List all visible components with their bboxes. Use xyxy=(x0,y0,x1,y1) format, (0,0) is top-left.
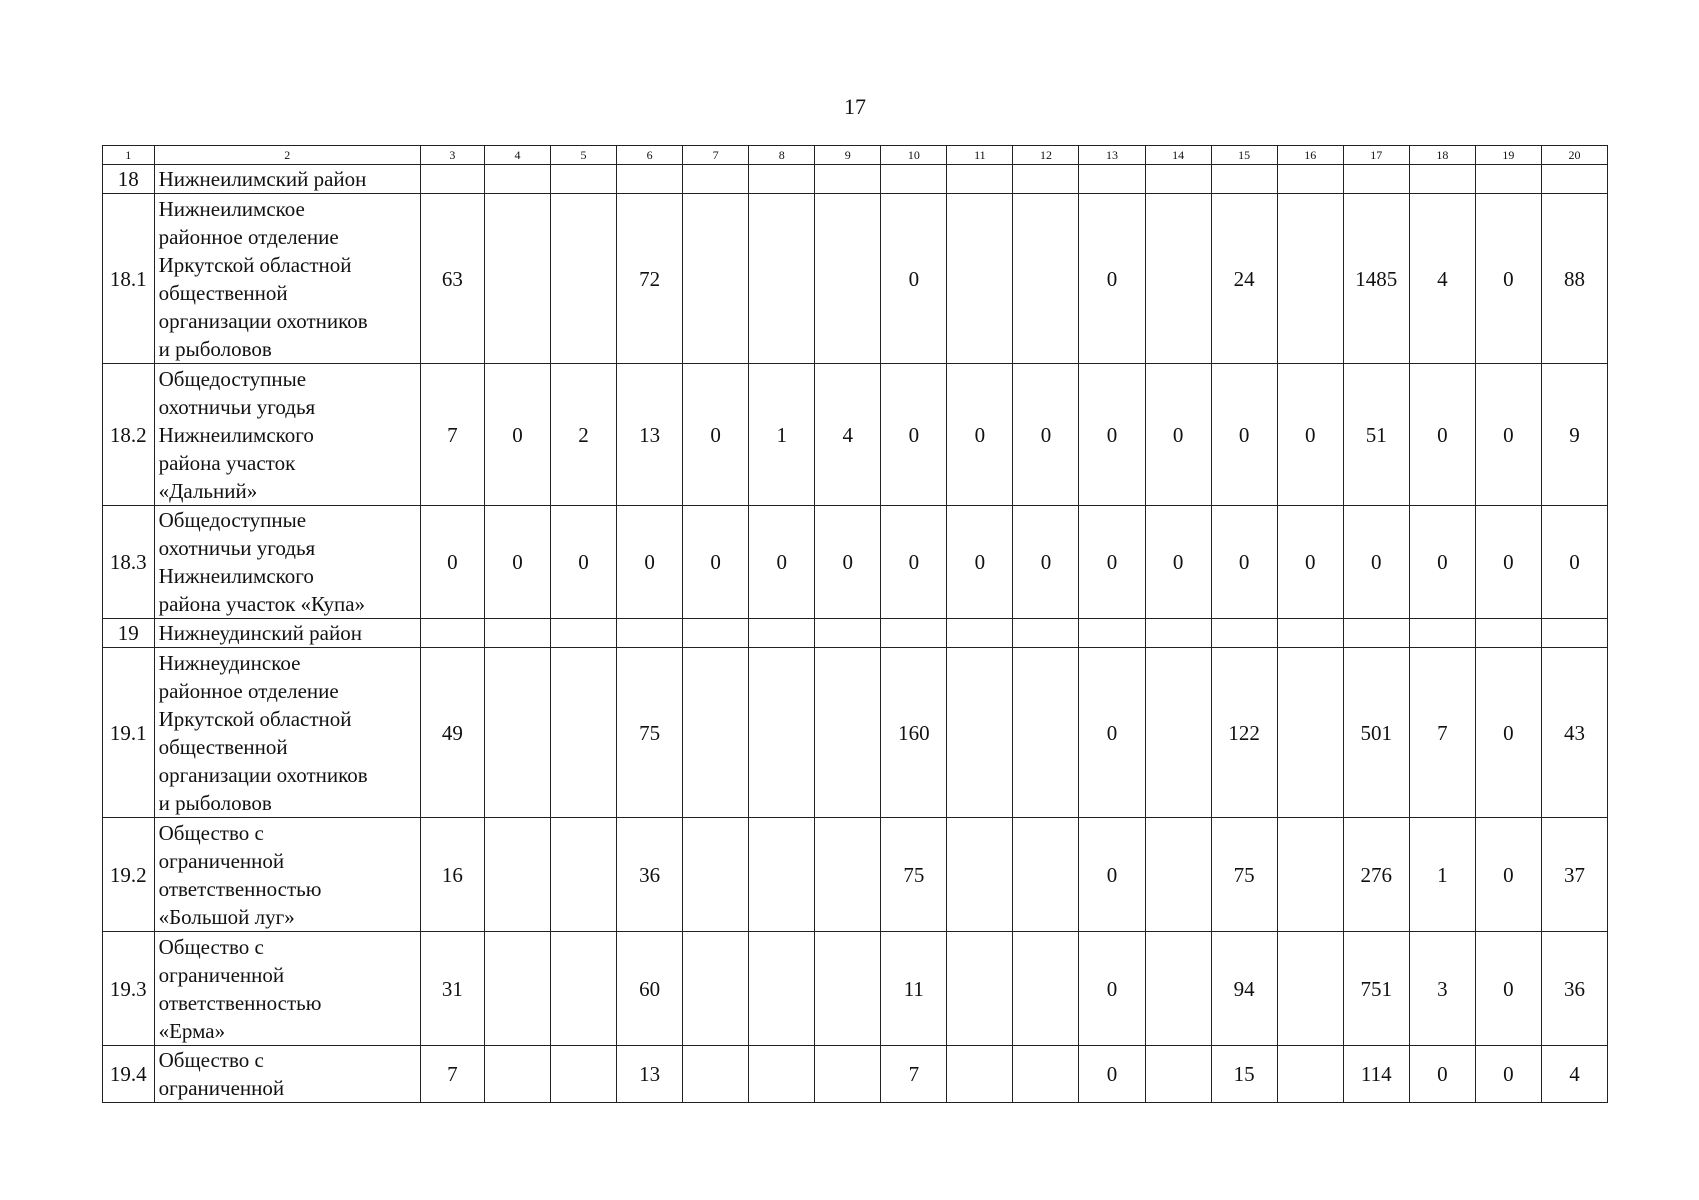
row-number-cell: 18.1 xyxy=(103,194,155,364)
value-cell: 0 xyxy=(1475,194,1541,364)
row-number-cell: 19.4 xyxy=(103,1046,155,1103)
value-cell xyxy=(683,1046,749,1103)
table-row xyxy=(103,1046,1608,1103)
value-cell xyxy=(1541,165,1607,194)
table-row xyxy=(103,364,1608,506)
section-row xyxy=(103,619,1608,648)
value-cell xyxy=(815,932,881,1046)
value-cell: 0 xyxy=(947,506,1013,619)
value-cell xyxy=(1013,165,1079,194)
row-name-line: Нижнеудинское xyxy=(158,650,301,675)
value-cell xyxy=(617,619,683,648)
value-cell xyxy=(1277,818,1343,932)
column-number-cell: 4 xyxy=(484,146,550,165)
value-cell xyxy=(1145,619,1211,648)
value-cell: 0 xyxy=(1475,818,1541,932)
value-cell xyxy=(1013,648,1079,818)
row-name-line: общественной xyxy=(158,734,288,759)
column-number-cell: 18 xyxy=(1409,146,1475,165)
value-cell: 501 xyxy=(1343,648,1409,818)
row-name-line: Общедоступные xyxy=(158,366,307,391)
row-number-cell: 19 xyxy=(103,619,155,648)
value-cell: 0 xyxy=(1079,932,1145,1046)
value-cell: 0 xyxy=(1079,506,1145,619)
value-cell: 51 xyxy=(1343,364,1409,506)
value-cell: 0 xyxy=(1409,506,1475,619)
value-cell xyxy=(484,1046,550,1103)
value-cell xyxy=(749,619,815,648)
value-cell: 75 xyxy=(1211,818,1277,932)
value-cell: 36 xyxy=(1541,932,1607,1046)
value-cell: 122 xyxy=(1211,648,1277,818)
row-name-line: организации охотников xyxy=(158,308,368,333)
value-cell xyxy=(484,619,550,648)
column-number-cell: 14 xyxy=(1145,146,1211,165)
column-number-cell: 5 xyxy=(550,146,616,165)
row-name-line: ограниченной xyxy=(158,848,285,873)
value-cell: 4 xyxy=(1409,194,1475,364)
row-name-cell xyxy=(154,364,420,506)
value-cell: 0 xyxy=(1409,364,1475,506)
value-cell xyxy=(1013,932,1079,1046)
column-number-cell: 15 xyxy=(1211,146,1277,165)
value-cell: 0 xyxy=(1211,506,1277,619)
value-cell xyxy=(683,194,749,364)
value-cell xyxy=(683,648,749,818)
value-cell xyxy=(1343,165,1409,194)
value-cell xyxy=(683,818,749,932)
value-cell: 0 xyxy=(1079,364,1145,506)
value-cell xyxy=(947,1046,1013,1103)
value-cell xyxy=(1409,165,1475,194)
value-cell: 160 xyxy=(881,648,947,818)
value-cell xyxy=(1277,619,1343,648)
value-cell xyxy=(947,619,1013,648)
row-name-line: Иркутской областной xyxy=(158,706,352,731)
value-cell: 7 xyxy=(1409,648,1475,818)
value-cell xyxy=(1013,1046,1079,1103)
value-cell: 36 xyxy=(617,818,683,932)
column-number-cell: 16 xyxy=(1277,146,1343,165)
row-name-line: Нижнеилимское xyxy=(158,196,305,221)
value-cell: 2 xyxy=(550,364,616,506)
value-cell xyxy=(881,165,947,194)
value-cell xyxy=(1013,818,1079,932)
value-cell xyxy=(1211,619,1277,648)
value-cell xyxy=(815,1046,881,1103)
value-cell: 13 xyxy=(617,1046,683,1103)
value-cell xyxy=(617,165,683,194)
value-cell: 0 xyxy=(1079,648,1145,818)
value-cell: 0 xyxy=(1013,364,1079,506)
value-cell xyxy=(1541,619,1607,648)
row-name-line: Общество с xyxy=(158,820,264,845)
value-cell xyxy=(1277,194,1343,364)
value-cell: 0 xyxy=(1277,506,1343,619)
row-name-line: района участок «Купа» xyxy=(158,592,366,616)
value-cell: 11 xyxy=(881,932,947,1046)
value-cell xyxy=(484,818,550,932)
value-cell: 0 xyxy=(947,364,1013,506)
table-row xyxy=(103,194,1608,364)
value-cell xyxy=(550,165,616,194)
value-cell xyxy=(881,619,947,648)
value-cell: 24 xyxy=(1211,194,1277,364)
column-number-cell: 12 xyxy=(1013,146,1079,165)
value-cell: 49 xyxy=(420,648,484,818)
value-cell: 4 xyxy=(1541,1046,1607,1103)
value-cell xyxy=(550,194,616,364)
table-row xyxy=(103,932,1608,1046)
value-cell: 75 xyxy=(617,648,683,818)
row-name-line: Нижнеилимского xyxy=(158,564,314,588)
value-cell: 15 xyxy=(1211,1046,1277,1103)
value-cell: 0 xyxy=(1079,1046,1145,1103)
value-cell: 75 xyxy=(881,818,947,932)
value-cell xyxy=(749,165,815,194)
value-cell xyxy=(749,194,815,364)
value-cell xyxy=(1013,619,1079,648)
row-number-cell: 19.1 xyxy=(103,648,155,818)
value-cell xyxy=(683,619,749,648)
value-cell: 4 xyxy=(815,364,881,506)
value-cell: 7 xyxy=(420,364,484,506)
value-cell: 88 xyxy=(1541,194,1607,364)
value-cell xyxy=(815,818,881,932)
value-cell xyxy=(683,165,749,194)
row-name-line: общественной xyxy=(158,280,288,305)
row-name-line: ограниченной xyxy=(158,1076,285,1100)
column-number-cell: 8 xyxy=(749,146,815,165)
row-name-line: охотничьи угодья xyxy=(158,394,316,419)
column-number-cell: 17 xyxy=(1343,146,1409,165)
value-cell: 37 xyxy=(1541,818,1607,932)
value-cell: 751 xyxy=(1343,932,1409,1046)
value-cell: 1 xyxy=(749,364,815,506)
row-number-cell: 18.2 xyxy=(103,364,155,506)
row-name-line: «Большой луг» xyxy=(158,904,295,929)
value-cell xyxy=(815,194,881,364)
value-cell: 0 xyxy=(1343,506,1409,619)
value-cell xyxy=(1475,165,1541,194)
value-cell: 7 xyxy=(881,1046,947,1103)
value-cell: 16 xyxy=(420,818,484,932)
value-cell xyxy=(550,648,616,818)
value-cell xyxy=(749,1046,815,1103)
value-cell xyxy=(1145,818,1211,932)
value-cell xyxy=(815,648,881,818)
value-cell xyxy=(1079,165,1145,194)
row-name-line: Нижнеилимского xyxy=(158,422,314,447)
value-cell: 0 xyxy=(1475,932,1541,1046)
value-cell: 0 xyxy=(1475,1046,1541,1103)
row-name-cell xyxy=(154,165,420,194)
value-cell: 1485 xyxy=(1343,194,1409,364)
value-cell xyxy=(484,165,550,194)
value-cell xyxy=(484,648,550,818)
value-cell: 0 xyxy=(1145,506,1211,619)
value-cell: 43 xyxy=(1541,648,1607,818)
value-cell xyxy=(1277,932,1343,1046)
value-cell xyxy=(1145,1046,1211,1103)
column-number-cell: 7 xyxy=(683,146,749,165)
column-number-cell: 10 xyxy=(881,146,947,165)
column-number-cell: 2 xyxy=(154,146,420,165)
row-name-line: Общедоступные xyxy=(158,508,307,532)
value-cell xyxy=(1145,194,1211,364)
value-cell: 0 xyxy=(484,364,550,506)
value-cell: 9 xyxy=(1541,364,1607,506)
value-cell xyxy=(1475,619,1541,648)
value-cell xyxy=(1277,165,1343,194)
row-name-line: Иркутской областной xyxy=(158,252,352,277)
value-cell: 7 xyxy=(420,1046,484,1103)
value-cell xyxy=(1145,648,1211,818)
table-row xyxy=(103,506,1608,619)
value-cell: 276 xyxy=(1343,818,1409,932)
value-cell xyxy=(947,818,1013,932)
row-name-line: и рыболовов xyxy=(158,336,272,361)
value-cell xyxy=(550,932,616,1046)
value-cell xyxy=(749,932,815,1046)
column-number-cell: 19 xyxy=(1475,146,1541,165)
value-cell: 72 xyxy=(617,194,683,364)
row-name-cell xyxy=(154,1046,420,1103)
value-cell: 94 xyxy=(1211,932,1277,1046)
value-cell: 0 xyxy=(881,506,947,619)
row-name-line: ответственностью xyxy=(158,990,322,1015)
row-name-line: Нижнеилимский район xyxy=(158,167,367,191)
value-cell xyxy=(749,648,815,818)
value-cell xyxy=(550,1046,616,1103)
value-cell: 63 xyxy=(420,194,484,364)
value-cell xyxy=(815,619,881,648)
column-number-cell: 20 xyxy=(1541,146,1607,165)
row-name-line: Общество с xyxy=(158,1048,264,1072)
row-name-line: Нижнеудинский район xyxy=(158,621,362,645)
row-name-cell xyxy=(154,932,420,1046)
value-cell xyxy=(1145,932,1211,1046)
value-cell xyxy=(1277,1046,1343,1103)
value-cell xyxy=(947,165,1013,194)
value-cell: 13 xyxy=(617,364,683,506)
value-cell: 0 xyxy=(1277,364,1343,506)
row-name-line: «Дальний» xyxy=(158,478,258,503)
row-name-line: ответственностью xyxy=(158,876,322,901)
value-cell xyxy=(484,194,550,364)
value-cell: 0 xyxy=(1079,194,1145,364)
value-cell: 31 xyxy=(420,932,484,1046)
value-cell: 0 xyxy=(1409,1046,1475,1103)
column-number-cell: 13 xyxy=(1079,146,1145,165)
value-cell: 0 xyxy=(1475,364,1541,506)
value-cell: 0 xyxy=(683,506,749,619)
row-name-line: ограниченной xyxy=(158,962,285,987)
value-cell xyxy=(1079,619,1145,648)
value-cell: 0 xyxy=(1013,506,1079,619)
row-name-line: районное отделение xyxy=(158,224,339,249)
value-cell: 0 xyxy=(484,506,550,619)
row-number-cell: 19.3 xyxy=(103,932,155,1046)
row-name-line: организации охотников xyxy=(158,762,368,787)
value-cell xyxy=(1409,619,1475,648)
value-cell xyxy=(550,818,616,932)
column-number-cell: 6 xyxy=(617,146,683,165)
value-cell xyxy=(420,619,484,648)
value-cell xyxy=(420,165,484,194)
row-name-line: и рыболовов xyxy=(158,790,272,815)
row-number-cell: 19.2 xyxy=(103,818,155,932)
table-row xyxy=(103,648,1608,818)
row-number-cell: 18 xyxy=(103,165,155,194)
value-cell: 0 xyxy=(1079,818,1145,932)
value-cell xyxy=(683,932,749,1046)
column-number-row xyxy=(103,146,1608,165)
value-cell xyxy=(947,194,1013,364)
column-number-cell: 9 xyxy=(815,146,881,165)
row-name-cell xyxy=(154,619,420,648)
value-cell xyxy=(1343,619,1409,648)
row-name-cell xyxy=(154,194,420,364)
row-name-line: охотничьи угодья xyxy=(158,536,316,560)
column-number-cell: 3 xyxy=(420,146,484,165)
value-cell: 0 xyxy=(617,506,683,619)
value-cell: 114 xyxy=(1343,1046,1409,1103)
value-cell xyxy=(1211,165,1277,194)
value-cell: 0 xyxy=(1475,648,1541,818)
hunting-grounds-table xyxy=(102,145,1608,1103)
value-cell: 0 xyxy=(550,506,616,619)
value-cell: 1 xyxy=(1409,818,1475,932)
value-cell: 0 xyxy=(815,506,881,619)
value-cell xyxy=(815,165,881,194)
value-cell: 0 xyxy=(881,194,947,364)
value-cell xyxy=(484,932,550,1046)
value-cell xyxy=(947,932,1013,1046)
value-cell xyxy=(1277,648,1343,818)
value-cell: 3 xyxy=(1409,932,1475,1046)
row-number-cell: 18.3 xyxy=(103,506,155,619)
value-cell: 0 xyxy=(420,506,484,619)
row-name-line: районное отделение xyxy=(158,678,339,703)
value-cell xyxy=(749,818,815,932)
row-name-line: района участок xyxy=(158,450,296,475)
value-cell: 0 xyxy=(749,506,815,619)
value-cell: 0 xyxy=(1475,506,1541,619)
table-row xyxy=(103,818,1608,932)
value-cell: 0 xyxy=(1541,506,1607,619)
column-number-cell: 11 xyxy=(947,146,1013,165)
value-cell xyxy=(550,619,616,648)
value-cell: 0 xyxy=(1145,364,1211,506)
value-cell: 60 xyxy=(617,932,683,1046)
value-cell: 0 xyxy=(881,364,947,506)
value-cell xyxy=(1145,165,1211,194)
value-cell: 0 xyxy=(1211,364,1277,506)
row-name-cell xyxy=(154,506,420,619)
value-cell xyxy=(947,648,1013,818)
section-row xyxy=(103,165,1608,194)
page-number: 17 xyxy=(844,94,866,119)
row-name-cell xyxy=(154,818,420,932)
column-number-cell: 1 xyxy=(103,146,155,165)
row-name-cell xyxy=(154,648,420,818)
row-name-line: «Ерма» xyxy=(158,1018,226,1043)
value-cell: 0 xyxy=(683,364,749,506)
value-cell xyxy=(1013,194,1079,364)
row-name-line: Общество с xyxy=(158,934,264,959)
